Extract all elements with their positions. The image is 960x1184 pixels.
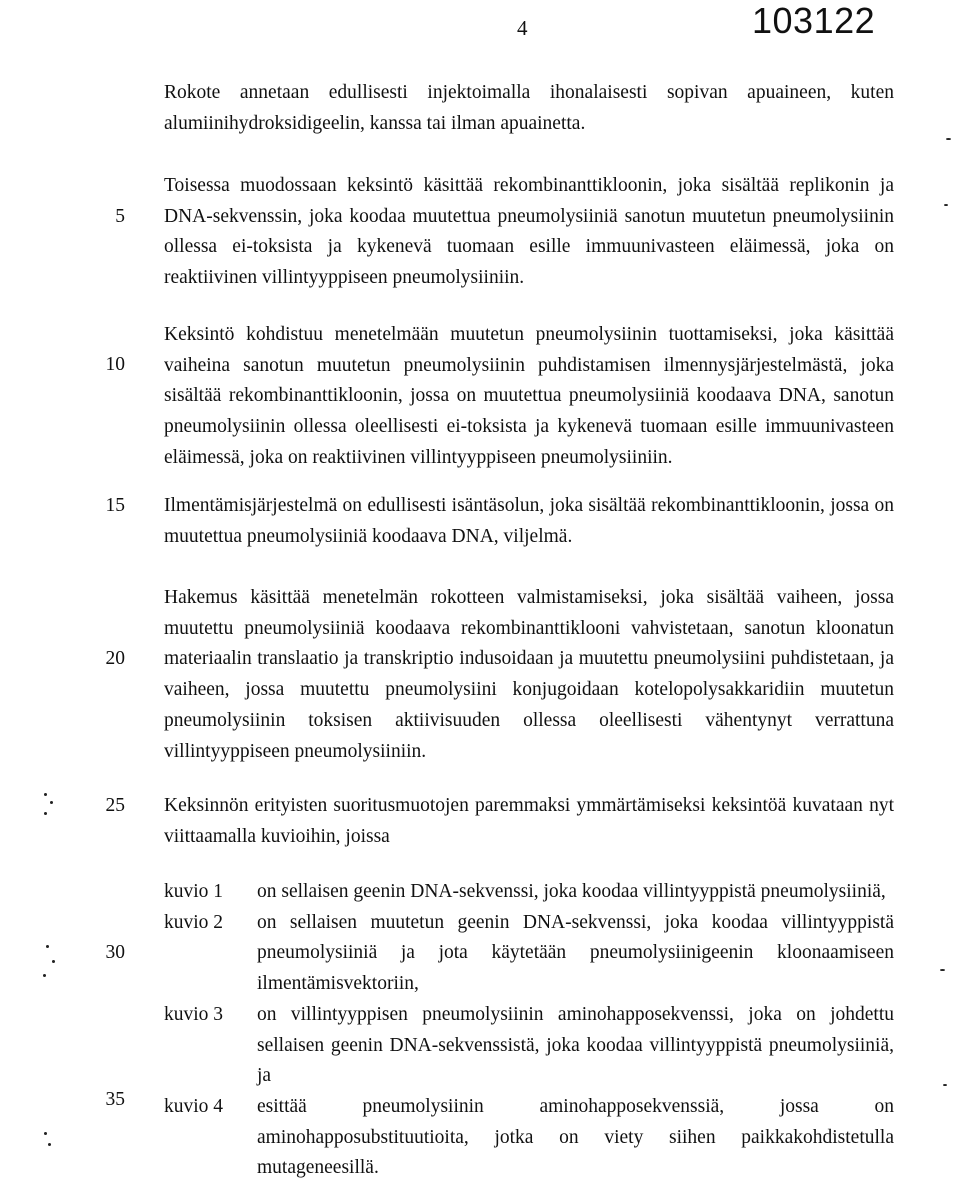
figure-description: on villintyyppisen pneumolysiinin aminohapposekvenssi, joka on johdettu sellaisen geenin DNA-sekvenssistä, joka koodaa villintyyppistä pneumolysiiniä, ja [257,1003,894,1087]
line-number-20: 20 [105,648,125,669]
line-number-30: 30 [105,942,125,963]
figure-label: kuvio 4 [164,1095,224,1117]
scan-speck [944,204,948,206]
document-number: 103122 [752,0,876,41]
paragraph-expression-system: Ilmentämisjärjestelmä on edullisesti isäntäsolun, joka sisältää rekombinanttikloonin, jossa on muutettua pneumolysiiniä koodaava DNA, viljelmä. [164,495,894,547]
figure-item [164,1000,894,1092]
figure-item [164,908,894,1000]
paragraph-vaccine-preparation: Hakemus käsittää menetelmän rokotteen valmistamiseksi, joka sisältää vaiheen, jossa muutettu pneumolysiiniä koodaava rekombinanttiklooni vahvistetaan, sanotun kloonatun materiaalin translaatio ja transkriptio indusoidaan ja muutettu pneumolysiini puhdistetaan, ja vaiheen, jossa muutettu pneumolysiini konjugoidaan kotelopolysakkaridiin muutetun pneumolysiinin toksisen aktiivisuuden ollessa oleellisesti vähentynyt verrattuna villintyyppiseen pneumolysiiniin. [164,587,894,762]
scan-speck [943,1084,947,1086]
scan-speck [946,138,951,140]
page-number: 4 [517,16,528,40]
scan-speck [46,945,49,948]
scan-speck [44,1132,47,1135]
line-number-15: 15 [105,495,125,516]
figure-label: kuvio 2 [164,911,224,933]
scan-speck [44,812,47,815]
paragraph-vaccine-administration: Rokote annetaan edullisesti injektoimalla ihonalaisesti sopivan apuaineen, kuten alumiinihydroksidigeelin, kanssa tai ilman apuainetta. [164,82,894,134]
paragraph-figures-intro: Keksinnön erityisten suoritusmuotojen paremmaksi ymmärtämiseksi keksintöä kuvataan nyt viittaamalla kuvioihin, joissa [164,795,894,847]
line-number-10: 10 [105,354,125,375]
scan-speck [43,974,46,977]
figure-list [164,877,894,1184]
line-number-25: 25 [105,795,125,816]
figure-label: kuvio 3 [164,1003,224,1025]
line-number-35: 35 [105,1089,125,1110]
scan-speck [48,1143,51,1146]
paragraph-recombinant-clone: Toisessa muodossaan keksintö käsittää rekombinanttikloonin, joka sisältää replikonin ja DNA-sekvenssin, joka koodaa muutettua pneumolysiiniä sanotun muutetun pneumolysiinin ollessa ei-toksista ja kykenevä tuomaan esille immuunivasteen eläimessä, joka on reaktiivinen villintyyppiseen pneumolysiiniin. [164,175,894,289]
scan-speck [940,969,945,971]
scan-speck [52,960,55,963]
scan-speck [50,801,53,804]
figure-description: on sellaisen geenin DNA-sekvenssi, joka koodaa villintyyppistä pneumolysiiniä, [257,881,886,902]
figure-item [164,877,894,908]
figure-description: on sellaisen muutetun geenin DNA-sekvenssi, joka koodaa villintyyppistä pneumolysiiniä ja jota käytetään pneumolysiinigeenin kloonaamiseen ilmentämisvektoriin, [257,911,894,995]
paragraph-production-method: Keksintö kohdistuu menetelmään muutetun pneumolysiinin tuottamiseksi, joka käsittää vaiheina sanotun muutetun pneumolysiinin puhdistamisen ilmennysjärjestelmästä, joka sisältää rekombinanttikloonin, jossa on muutettua pneumolysiiniä koodaava DNA, sanotun pneumolysiinin ollessa oleellisesti ei-toksista ja kykenevä tuomaan esille immuunivasteen eläimessä, joka on reaktiivinen villintyyppiseen pneumolysiiniin. [164,324,894,468]
line-number-5: 5 [115,206,125,227]
scan-speck [44,793,47,796]
figure-label: kuvio 1 [164,881,224,902]
figure-item [164,1092,894,1184]
figure-description: esittää pneumolysiinin aminohapposekvenssiä, jossa on aminohapposubstituutioita, jotka on viety siihen paikkakohdistetulla mutageneesillä. [257,1095,894,1179]
